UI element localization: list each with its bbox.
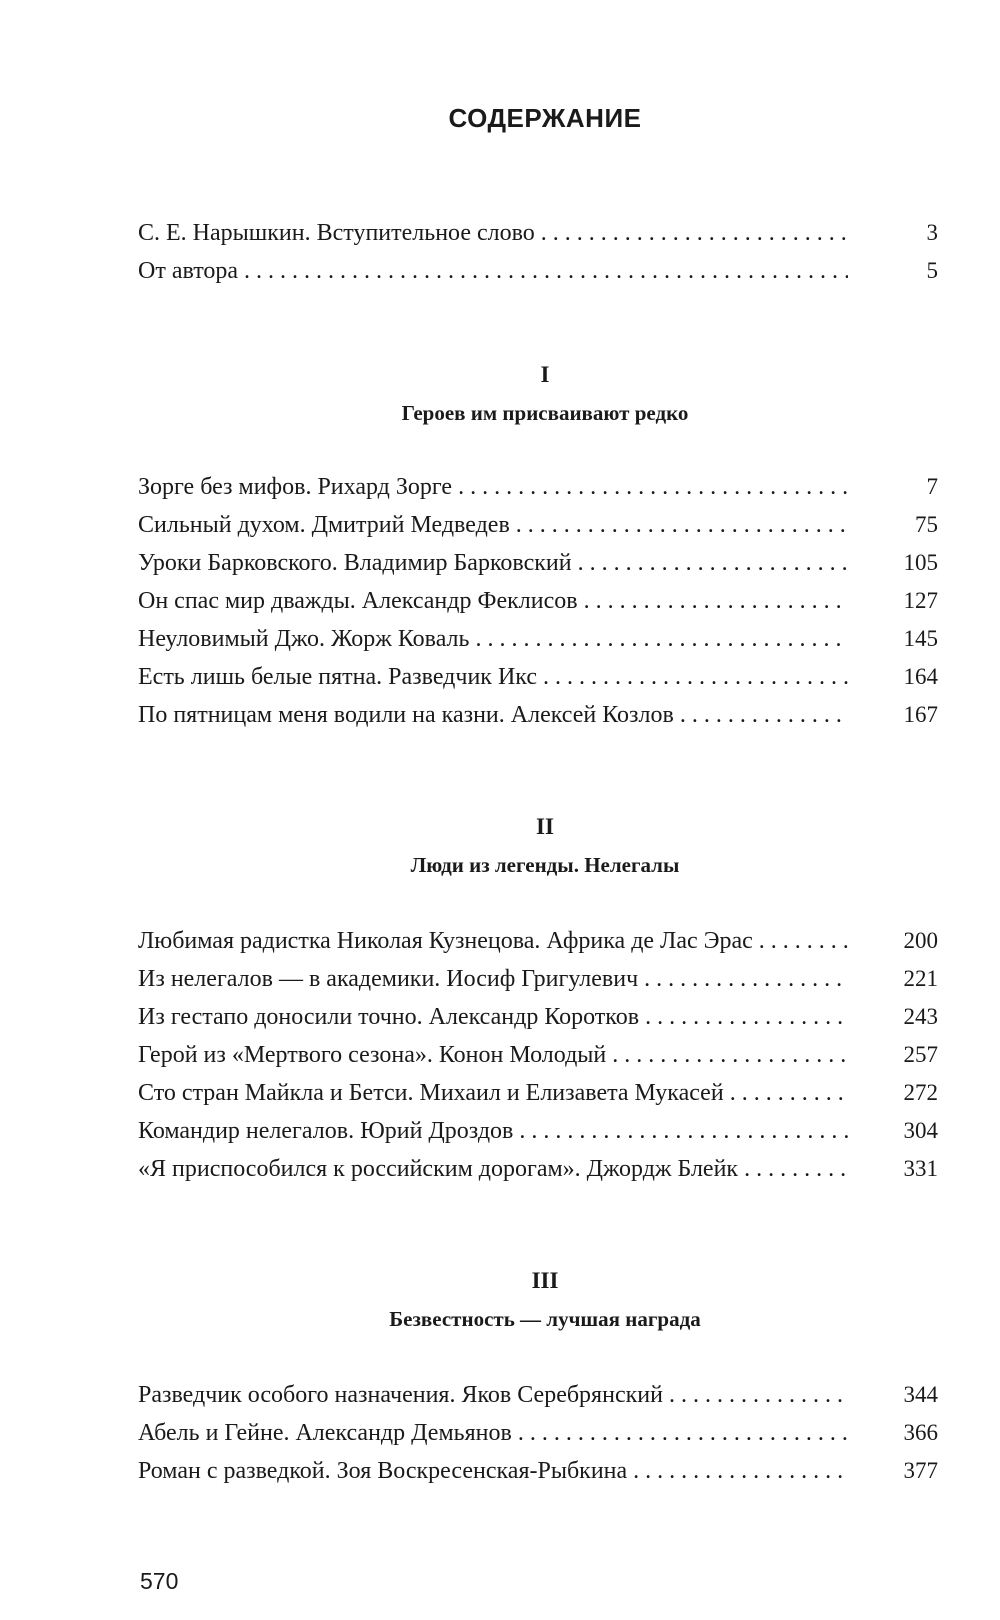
toc-entry-page: 257: [903, 1042, 938, 1067]
toc-entry[interactable]: [138, 468, 938, 506]
toc-entry[interactable]: [138, 1414, 938, 1452]
toc-entry-page: 366: [903, 1420, 938, 1445]
toc-entry[interactable]: [138, 1452, 938, 1490]
toc-entry-title: Командир нелегалов. Юрий Дроздов: [138, 1118, 514, 1144]
toc-entry[interactable]: [138, 922, 938, 960]
toc-entry-title: Абель и Гейне. Александр Демьянов: [138, 1420, 512, 1446]
toc-entry[interactable]: [138, 658, 938, 696]
toc-entry-page: 145: [903, 626, 938, 651]
leader-dots: [645, 998, 848, 1036]
toc-entry-page: 304: [903, 1118, 938, 1143]
toc-entry[interactable]: [138, 544, 938, 582]
leader-dots: [543, 658, 848, 696]
toc-entry-page: 200: [903, 928, 938, 953]
section-heading-1: [0, 360, 1000, 428]
toc-entry[interactable]: [138, 1112, 938, 1150]
toc-entry[interactable]: [138, 506, 938, 544]
toc-entry-page: 344: [903, 1382, 938, 1407]
toc-entry-page: 164: [903, 664, 938, 689]
toc-entry-title: Уроки Барковского. Владимир Барковский: [138, 550, 572, 576]
toc-entry[interactable]: [138, 214, 938, 252]
toc-entry[interactable]: [138, 1376, 938, 1414]
section-title: Люди из легенды. Нелегалы: [410, 853, 680, 877]
toc-entry-page: 331: [903, 1156, 938, 1181]
section-3-list: [138, 1376, 938, 1490]
toc-entry[interactable]: [138, 960, 938, 998]
toc-entry-page: 75: [915, 512, 938, 537]
toc-entry-page: 167: [903, 702, 938, 727]
toc-entry-page: 377: [903, 1458, 938, 1483]
toc-entry-title: Он спас мир дважды. Александр Феклисов: [138, 588, 578, 614]
leader-dots: [578, 544, 848, 582]
toc-entry-title: Роман с разведкой. Зоя Воскресенская-Рыбкина: [138, 1458, 628, 1484]
toc-entry[interactable]: [138, 1074, 938, 1112]
toc-entry-page: 3: [926, 220, 938, 245]
section-2-list: [138, 922, 938, 1188]
toc-entry-title: С. Е. Нарышкин. Вступительное слово: [138, 220, 535, 246]
toc-entry-title: Из нелегалов — в академики. Иосиф Григулевич: [138, 966, 639, 992]
leader-dots: [644, 960, 848, 998]
toc-entry-page: 105: [903, 550, 938, 575]
section-title: Безвестность — лучшая награда: [389, 1307, 701, 1331]
section-number: II: [536, 814, 554, 839]
toc-entry-page: 243: [903, 1004, 938, 1029]
leader-dots: [516, 506, 848, 544]
toc-entry-title: От автора: [138, 258, 239, 284]
leader-dots: [519, 1112, 848, 1150]
toc-entry-title: Сто стран Майкла и Бетси. Михаил и Елизавета Мукасей: [138, 1080, 724, 1106]
page-number: 570: [140, 1568, 179, 1594]
toc-entry-page: 221: [903, 966, 938, 991]
leader-dots: [680, 696, 848, 734]
toc-entry-title: Неуловимый Джо. Жорж Коваль: [138, 626, 470, 652]
leader-dots: [744, 1150, 848, 1188]
toc-entry-title: Сильный духом. Дмитрий Медведев: [138, 512, 510, 538]
section-heading-3: [0, 1266, 1000, 1334]
leader-dots: [475, 620, 848, 658]
leader-dots: [730, 1074, 848, 1112]
section-title: Героев им присваивают редко: [401, 401, 689, 425]
toc-entry-title: «Я приспособился к российским дорогам». Джордж Блейк: [138, 1156, 739, 1182]
leader-dots: [458, 468, 848, 506]
toc-entry-title: Любимая радистка Николая Кузнецова. Африка де Лас Эрас: [138, 928, 753, 954]
toc-entry-title: Зорге без мифов. Рихард Зорге: [138, 474, 453, 500]
section-heading-2: [0, 812, 1000, 880]
leader-dots: [759, 922, 848, 960]
leader-dots: [633, 1452, 848, 1490]
page-title: СОДЕРЖАНИЕ: [448, 103, 642, 133]
toc-entry-title: Разведчик особого назначения. Яков Серебрянский: [138, 1382, 663, 1408]
toc-entry-page: 127: [903, 588, 938, 613]
leader-dots: [584, 582, 848, 620]
toc-entry[interactable]: [138, 1036, 938, 1074]
leader-dots: [541, 214, 848, 252]
toc-entry[interactable]: [138, 998, 938, 1036]
toc-entry-title: Из гестапо доносили точно. Александр Коротков: [138, 1004, 640, 1030]
toc-entry[interactable]: [138, 1150, 938, 1188]
toc-entry-page: 7: [926, 474, 938, 499]
toc-entry[interactable]: [138, 582, 938, 620]
toc-entry[interactable]: [138, 252, 938, 290]
section-number: I: [540, 362, 550, 387]
leader-dots: [244, 252, 848, 290]
toc-entry[interactable]: [138, 620, 938, 658]
toc-entry-page: 5: [926, 258, 938, 283]
section-1-list: [138, 468, 938, 734]
toc-entry-title: Есть лишь белые пятна. Разведчик Икс: [138, 664, 537, 690]
section-number: III: [531, 1268, 559, 1293]
toc-entry-title: Герой из «Мертвого сезона». Конон Молодый: [138, 1042, 607, 1068]
leader-dots: [518, 1414, 848, 1452]
front-matter-list: [138, 214, 938, 290]
toc-entry-title: По пятницам меня водили на казни. Алексей Козлов: [138, 702, 674, 728]
leader-dots: [612, 1036, 848, 1074]
toc-entry-page: 272: [903, 1080, 938, 1105]
leader-dots: [669, 1376, 848, 1414]
toc-entry[interactable]: [138, 696, 938, 734]
